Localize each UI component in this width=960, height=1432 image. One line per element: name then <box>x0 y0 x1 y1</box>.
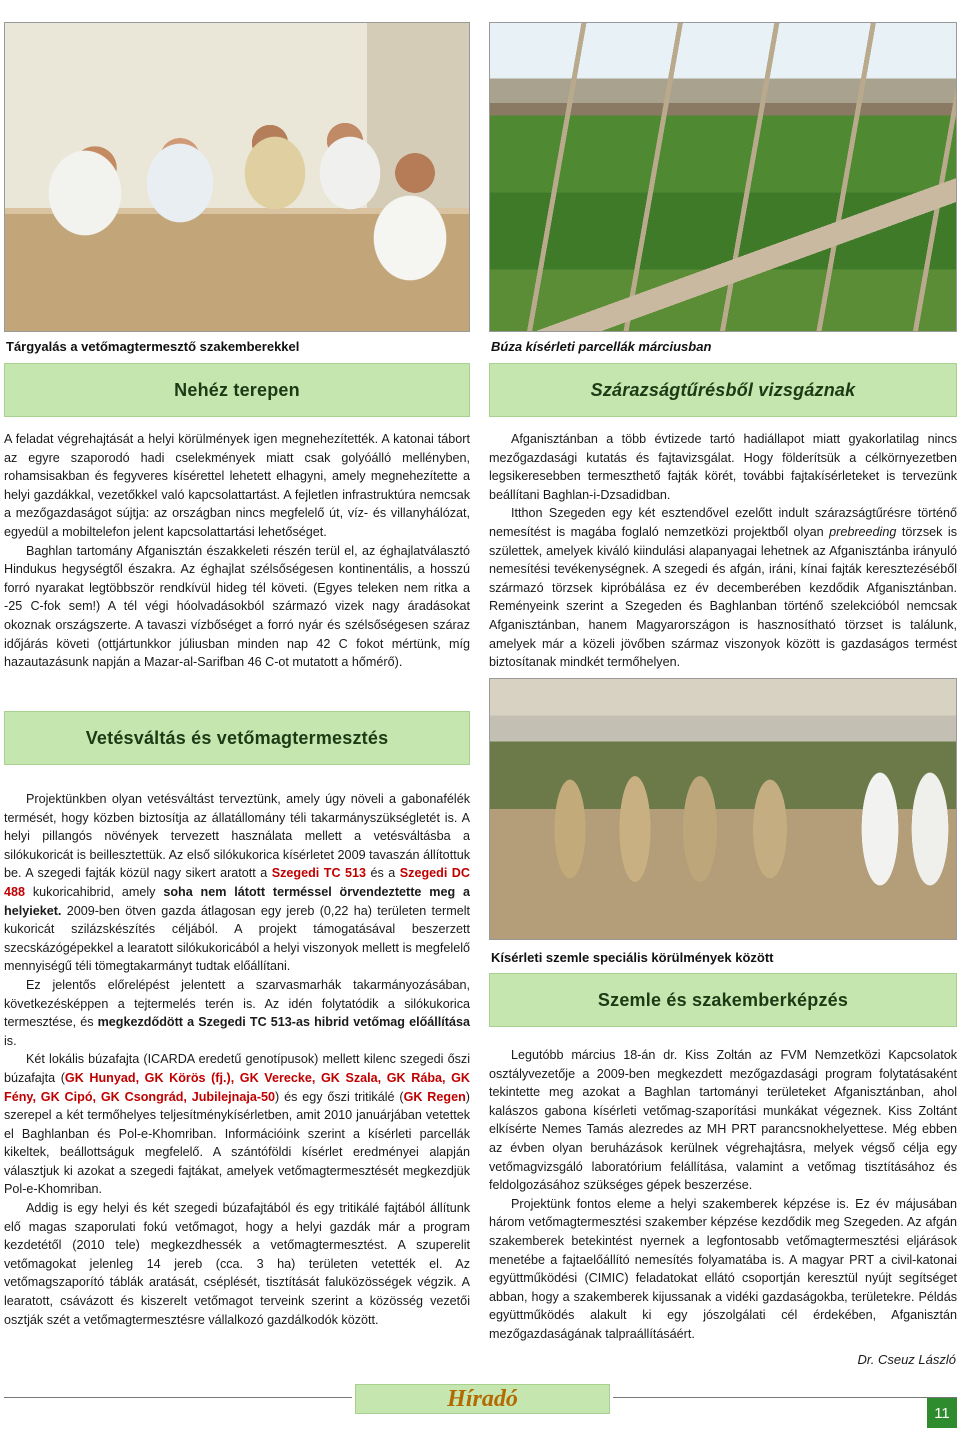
vetes-paragraph-1 <box>4 790 470 976</box>
section-heading-szarazsagtures: Szárazságtűrésből vizsgáznak <box>489 363 957 417</box>
magazine-masthead: Híradó <box>355 1384 610 1414</box>
szarazsag-p2-part-a: Itthon Szegeden egy két esztendővel ezelőtt indult szárazságtűrésre történő nemesítést is magába foglaló nemzetközi projektből olyan <box>489 506 957 539</box>
szarazsag-p2-part-b: törzsek is születtek, amelyek kiváló kiindulási alapanyagai lehetnek az Afganisztánba irányuló nemesítési tevékenységnek. A szegedi és afgán, iráni, kínai fajták keresztezéséből származó törzsek kipróbálása ez év decemberében kezdődik Afganisztánban. Reményeink szerint a Szegeden és Baghlanban történő szelekcióból nemcsak Afganisztánban, hanem Magyarországon is hasznosítható törzset is találunk, amelyek már a közeli jövőben származ viszonyok között is gazdaságos termést biztosítanak mindkét termőhelyen. <box>489 524 958 670</box>
nehez-terepen-article <box>4 430 470 672</box>
vetes-p2-a: Ez jelentős előrelépést jelentett a szarvasmarhák takarmányozásában, következésképpen a tejtermelés terén is. Az idén folytatódik a silókukorica termesztése, és <box>4 977 470 1030</box>
vetes-p1-emphasis: soha nem látott terméssel örvendeztette meg a helyieket. <box>4 884 470 918</box>
vetes-p1-b: és a <box>366 866 400 881</box>
vetes-p3-b: ) és egy őszi tritikálé ( <box>275 1089 404 1104</box>
szemle-paragraph-2: Projektünk fontos eleme a helyi szakemberek képzése is. Ez év májusában három vetőmagtermesztési szakember képzése kezdődik meg Szegeden. Az afgán szakemberek betekintést nyernek a legfontosabb vetőmagtermesztési eljárások menetébe a fajtaelőállító nemesítés folyamatába is. A magyar PRT a civil-katonai együttműködési (CIMIC) feladatokat ellátó csoportján keresztül nyújt segítséget abban, hogy a szakemberek kijussanak a vidéki gazdaságokba, területekre. Példás együttműködés alakult ki egy jószolgálati cél érdekében, Afganisztán mezőgazdaságának talpraállításáért. <box>489 1196 957 1341</box>
wheat-field-photo <box>489 22 957 332</box>
wheat-variety-list: GK Hunyad, GK Körös (fj.), GK Verecke, GK Szala, GK Rába, GK Fény, GK Cipó, GK Csongrád, Jubilejnaja-50 <box>4 1070 470 1104</box>
meeting-photo-caption: Tárgyalás a vetőmagtermesztő szakemberekkel <box>6 339 300 354</box>
szarazsag-article <box>489 430 957 672</box>
vetes-paragraph-2 <box>4 976 470 1050</box>
vetes-p2-emphasis: megkezdődött a Szegedi TC 513-as hibrid vetőmag előállítása <box>97 1015 470 1030</box>
vetes-paragraph-3 <box>4 1050 470 1199</box>
triticale-variety-name: GK Regen <box>403 1089 466 1104</box>
section-heading-nehez-terepen: Nehéz terepen <box>4 363 470 417</box>
nehez-paragraph-2: Baghlan tartomány Afganisztán északkeleti részén terül el, az éghajlatválasztó Hindukus hegységtől északra. Az éghajlat szélsőségesen kontinentális, a hosszú forró nyarakat legtöbbször rendkívül hideg tél követi. (Egyes teleken nem ritka a -25 C-fok sem!) A tél végi hóolvadásokból származó vizek nagy áradásokat okoznak országszerte. A tavaszi vízbőséget a forró nyár és szélsőségesen száraz időjárás követi (ottjártunkkor júliusban minden nap 42 C fokot mértünk, míg hazautazásunk napján a Mazar-al-Sarifban 46 C-ot mutatott a hőmérő). <box>4 543 470 670</box>
meeting-photo <box>4 22 470 332</box>
nehez-paragraph-1: A feladat végrehajtását a helyi körülmények igen megnehezítették. A katonai tábort az egyre szaporodó hadi cselekmények miatt csak golyóálló mellényben, rohamsisakban és fegyveres kísérettel lehetett elhagyni, amely megnehezítette a helyi gazdákkal, vezetőkkel való kapcsolattartást. A fejletlen infrastruktúra nemcsak a mezőgazdaságot sújtja: az országban nincs megfelelő út, víz- és villanyhálózat, egyedül a mobiltelefon jelent kapcsolattartási lehetőséget. <box>4 432 470 539</box>
vetes-p3-c: ) szerepel a két termőhelyes teljesítménykísérletben, amit 2010 januárjában vetettek el Baghlanban és Pol-e-Khomriban. Információink szerint a kísérleti parcellák kikeltek, beállottságuk megfelelő. A szántóföldi kísérlet eredményei alapján választjuk ki azokat a szegedi fajtákat, amelyek vetőmagtermesztését megkezdjük Pol-e-Khomriban. <box>4 1089 470 1197</box>
author-signature: Dr. Cseuz László <box>857 1352 956 1367</box>
vetesvaltas-article <box>4 790 470 1329</box>
szarazsag-paragraph-1: Afganisztánban a több évtizede tartó hadiállapot miatt gyakorlatilag nincs mezőgazdasági kutatás és fajtavizsgálat. Hogy földerítsük a célkörnyezetben legsikeresebben termeszthető fajták körét, további fajtakísérleteket is tervezünk beállítani Baghlan-i-Dzsadidban. <box>489 432 957 502</box>
field-inspection-photo <box>489 678 957 940</box>
hybrid-name-tc513: Szegedi TC 513 <box>271 866 367 881</box>
vetes-p1-c: kukoricahibrid, amely <box>25 884 164 899</box>
wheat-photo-caption: Búza kísérleti parcellák márciusban <box>491 339 712 354</box>
vetes-p2-b: is. <box>4 1033 17 1048</box>
section-heading-szemle: Szemle és szakemberképzés <box>489 973 957 1027</box>
vetes-p1-a: Projektünkben olyan vetésváltást terveztünk, amely úgy növeli a gabonafélék termését, hogy közben biztosítja az állatállomány téli takarmányszükségletét is. A helyi pillangós növények tervezett használata mellett a vetésváltásba a silókukoricát is beillesztettük. Az első silókukorica kísérletet 2009 tavaszán állítottuk be. A szegedi fajták közül nagy sikert aratott a <box>4 792 470 881</box>
szarazsag-paragraph-2 <box>489 504 957 671</box>
hybrid-name-dc488: Szegedi DC 488 <box>4 866 470 899</box>
vetes-p1-d: 2009-ben ötven gazda átlagosan egy jereb (0,22 ha) területen termelt kukoricát szilázskészítés céljából. A projekt támogatásával beszerzett szecskázógépekkel a learatott silókukoricából a helyi viszonyok mellett is megfelelő mennyiségű téli tömegtakarmányt tudtak előállítani. <box>4 903 470 974</box>
szemle-paragraph-1: Legutóbb március 18-án dr. Kiss Zoltán az FVM Nemzetközi Kapcsolatok osztályvezetője a 2009-ben megkezdett mezőgazdasági program folytatásaként tekintette meg azokat a Baghlan tartományi területeket Afganisztánban, ahol kalászos gabona kísérleti vetőmag-szaporítási munkákat végeznek. Kiss Zoltánt elkísérte Nemes Tamás alezredes az MH PRT parancsnokhelyettese. Még ebben az évben olyan beruházások kerülnek végrehajtásra, melyek végső célja egy vetőmagvizsgáló laboratórium felállítása, valamint a vetőmag tisztításához és feldolgozásához szükséges gépek beszerzése. <box>489 1048 957 1193</box>
footer-rule-right <box>613 1397 957 1398</box>
inspection-photo-caption: Kísérleti szemle speciális körülmények között <box>491 950 774 965</box>
vetes-paragraph-4: Addig is egy helyi és két szegedi búzafajtából és egy tritikálé fajtából állítunk elő magas szaporulati fokú vetőmagot, hogy a helyi gazdák már a program kezdetétől (2010 tele) megkezdhessék a vetőmagtermesztést. A szuperelit vetőmagokat jelenleg 14 jereb (cca. 3 ha) területen vetették el. Az vetőmagszaporító táblák aratását, cséplését, tisztítását faluközösségek végzik. A learatott, csávázott és kiszerelt vetőmagot terveink szerint a közösség vezetői osztják szét a vetőmagtermesztésre vállalkozó gazdálkodók között. <box>4 1201 470 1327</box>
prebreeding-term: prebreeding <box>829 524 897 539</box>
vetes-p3-a: Két lokális búzafajta (ICARDA eredetű genotípusok) mellett kilenc szegedi őszi búzafajta ( <box>4 1052 470 1085</box>
section-heading-vetesvaltas: Vetésváltás és vetőmagtermesztés <box>4 711 470 765</box>
footer-rule-left <box>4 1397 352 1398</box>
page-number: 11 <box>927 1398 957 1428</box>
szemle-article <box>489 1046 957 1344</box>
